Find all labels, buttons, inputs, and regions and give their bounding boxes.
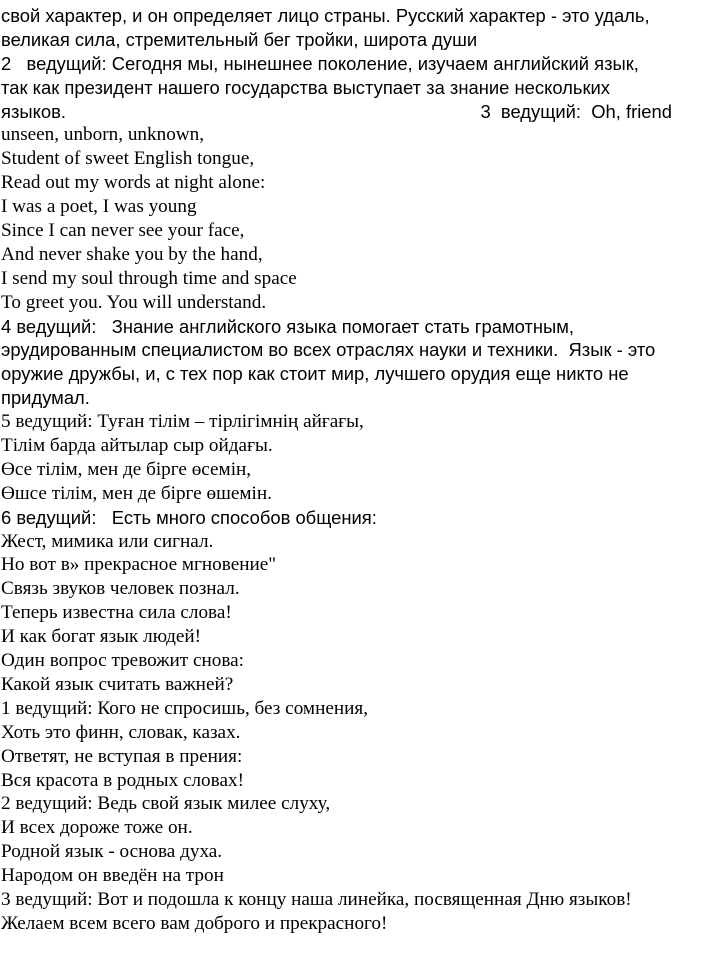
poem-line: 1 ведущий: Кого не спросишь, без сомнения,	[1, 697, 369, 719]
text-line: эрудированным специалистом во всех отраслях науки и техники. Язык - это	[1, 339, 656, 361]
poem-line: 5 ведущий: Туған тілім – тірлігімнің айғағы,	[1, 411, 364, 433]
poem-line: I was a poet, I was young	[1, 196, 197, 218]
poem-line: I send my soul through time and space	[1, 267, 297, 289]
poem-line: Жест, мимика или сигнал.	[1, 530, 214, 552]
poem-line: И всех дороже тоже он.	[1, 817, 193, 839]
poem-line: Родной язык - основа духа.	[1, 841, 223, 863]
poem-line: Ответят, не вступая в прения:	[1, 745, 243, 767]
poem-line: Какой язык считать важней?	[1, 673, 234, 695]
poem-line: Но вот в» прекрасное мгновение"	[1, 554, 277, 576]
poem-line: И как богат язык людей!	[1, 626, 202, 648]
poem-line: 2 ведущий: Ведь свой язык милее слуху,	[1, 793, 331, 815]
text-line-split	[1, 100, 704, 124]
poem-line: Read out my words at night alone:	[1, 172, 266, 194]
poem-line: unseen, unborn, unknown,	[1, 124, 205, 146]
text-line: 4 ведущий: Знание английского языка помогает стать грамотным,	[1, 315, 574, 337]
text-line: великая сила, стремительный бег тройки, широта души	[1, 28, 478, 50]
poem-line: Өшсе тілім, мен де бірге өшемін.	[1, 482, 272, 504]
text-line: 2 ведущий: Сегодня мы, нынешнее поколение, изучаем английский язык,	[1, 52, 639, 74]
poem-line: Один вопрос тревожит снова:	[1, 650, 244, 672]
text-line: оружие дружбы, и, с тех пор как стоит мир, лучшего орудия еще никто не	[1, 363, 629, 385]
poem-line: To greet you. You will understand.	[1, 291, 267, 313]
poem-line: Теперь известна сила слова!	[1, 602, 232, 624]
text-line: придумал.	[1, 387, 90, 409]
text-line: 6 ведущий: Есть много способов общения:	[1, 506, 377, 528]
text-line: Желаем всем всего вам доброго и прекрасного!	[1, 912, 388, 934]
poem-line: Student of sweet English tongue,	[1, 148, 255, 170]
text-line-right: 3 ведущий: Oh, friend	[480, 100, 672, 122]
poem-line: Тілім барда айтылар сыр ойдағы.	[1, 435, 273, 457]
text-line: 3 ведущий: Вот и подошла к концу наша линейка, посвященная Дню языков!	[1, 888, 632, 910]
poem-line: Хоть это финн, словак, казах.	[1, 721, 241, 743]
text-line: свой характер, и он определяет лицо страны. Русский характер - это удаль,	[1, 5, 650, 26]
poem-line: Связь звуков человек познал.	[1, 578, 240, 600]
poem-line: Since I can never see your face,	[1, 220, 245, 242]
poem-line: Вся красота в родных словах!	[1, 769, 244, 791]
poem-line: Өсе тілім, мен де бірге өсемін,	[1, 458, 252, 480]
text-line: так как президент нашего государства выступает за знание нескольких	[1, 76, 610, 98]
poem-line: And never shake you by the hand,	[1, 243, 263, 265]
poem-line: Народом он введён на трон	[1, 865, 224, 887]
text-line-left: языков.	[1, 100, 66, 122]
